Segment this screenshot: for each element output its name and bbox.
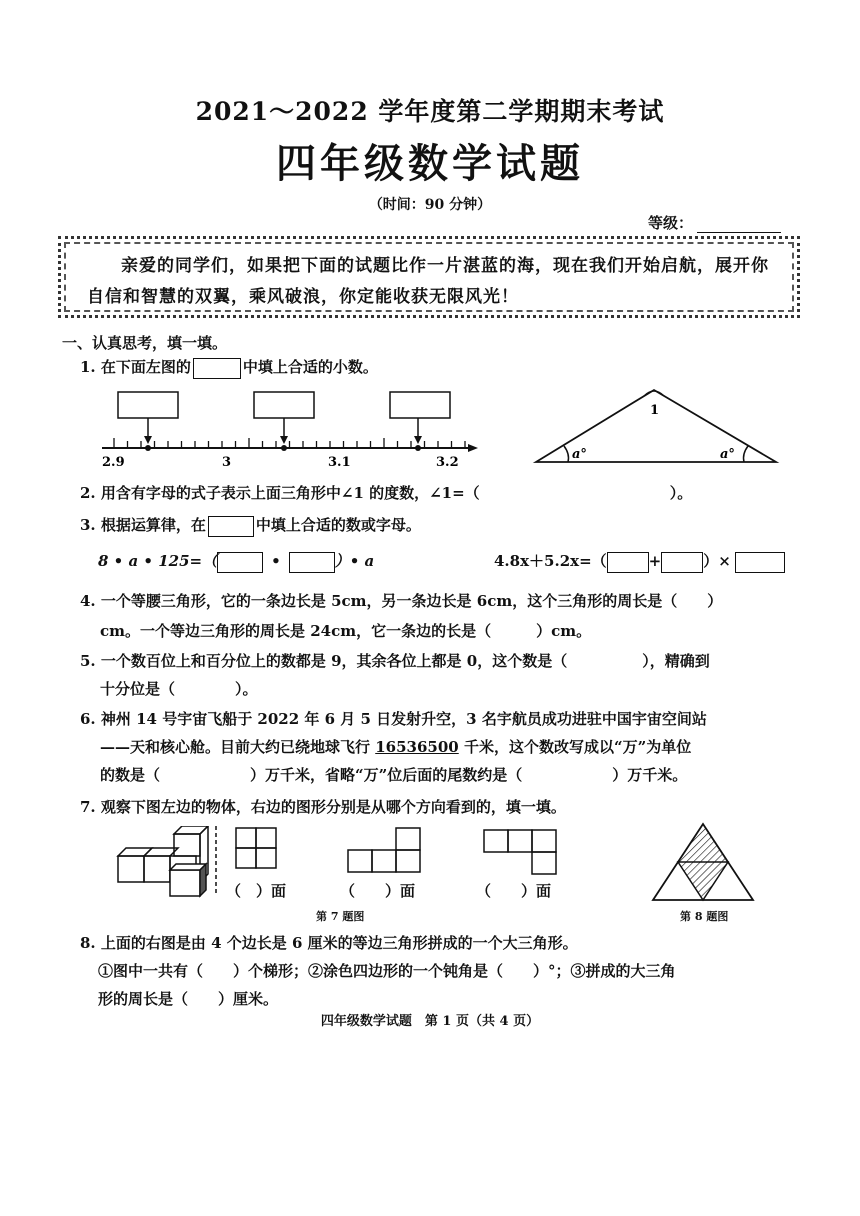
view-3-shape (484, 830, 556, 874)
angle-1-label: 1 (650, 403, 660, 418)
angle-arc (564, 446, 569, 462)
question-8-line-2: ①图中一共有（ ）个梯形；②涂色四边形的一个钝角是（ ）°；③拼成的大三角 (98, 962, 676, 980)
grade-label: 等级： (648, 214, 694, 232)
answer-box (208, 516, 254, 537)
tick-marks (114, 438, 465, 448)
figure-7-caption: 第 7 题图 (316, 910, 365, 923)
page-footer: 四年级数学试题 第 1 页（共 4 页） (320, 1014, 540, 1029)
question-8-line-3: 形的周长是（ ）厘米。 (98, 990, 279, 1008)
cube-object (118, 826, 208, 896)
answer-box (390, 392, 450, 418)
view-2-label: （ ）面 (340, 882, 416, 900)
exam-term-title: 2021～2022 学年度第二学期期末考试 (195, 97, 665, 126)
question-6-line-2 (100, 736, 800, 758)
expression-text: 8 • a • 125=（ (98, 552, 218, 570)
tick-label: 3 (222, 455, 232, 470)
pointer-arrow-head (414, 436, 422, 444)
question-1-text-a: 1. 在下面左图的 (80, 358, 191, 376)
expression-plus: + (648, 552, 662, 570)
answer-box (289, 552, 335, 573)
question-3-expression-right (494, 550, 785, 573)
question-3-text-a: 3. 根据运算律，在 (80, 516, 206, 534)
question-6-text: 千米，这个数改写成以“万”为单位 (458, 738, 692, 756)
view-2-shape (348, 828, 420, 872)
expression-dot: • (271, 552, 281, 570)
question-1-text-b: 中填上合适的小数。 (242, 358, 378, 376)
intro-box (58, 236, 800, 318)
question-5-line-1: 5. 一个数百位上和百分位上的数都是 9，其余各位上都是 0，这个数是（ ），精确到 (80, 652, 710, 670)
answer-box (735, 552, 785, 573)
expression-text: 4.8x＋5.2x=（ (494, 552, 607, 570)
question-4-line-1: 4. 一个等腰三角形，它的一条边长是 5cm，另一条边长是 6cm，这个三角形的周长是（ ） (80, 592, 723, 610)
question-3 (80, 514, 421, 537)
number-line-arrow (468, 444, 478, 452)
answer-box (607, 552, 649, 573)
point (281, 445, 287, 451)
point (415, 445, 421, 451)
question-5-line-2: 十分位是（ ）。 (100, 680, 258, 698)
answer-box (217, 552, 263, 573)
question-6-line-1: 6. 神州 14 号宇宙飞船于 2022 年 6 月 5 日发射升空，3 名宇航员成功进驻中国宇宙空间站 (80, 710, 707, 728)
intro-text: 亲爱的同学们，如果把下面的试题比作一片湛蓝的海，现在我们开始启航，展开你自信和智慧的双翼，乘风破浪，你定能收获无限风光！ (87, 256, 769, 307)
grade-blank (697, 218, 781, 233)
section-heading: 一、认真思考，填一填。 (62, 334, 228, 352)
point (145, 445, 151, 451)
distance-number: 16536500 (375, 738, 459, 756)
question-3-expression-left (98, 550, 374, 573)
exam-time: （时间：90 分钟） (368, 197, 492, 213)
answer-box (254, 392, 314, 418)
grade-field (648, 212, 781, 233)
angle-a-label: a° (720, 447, 735, 462)
figure-8-caption: 第 8 题图 (680, 910, 729, 923)
question-8-line-1: 8. 上面的右图是由 4 个边长是 6 厘米的等边三角形拼成的一个大三角形。 (80, 934, 578, 952)
question-2-text-b: ）。 (669, 484, 693, 502)
view-3-label: （ ）面 (476, 882, 552, 900)
question-3-text-b: 中填上合适的数或字母。 (255, 516, 421, 534)
question-1 (80, 356, 378, 379)
exam-subject-title: 四年级数学试题 (276, 140, 584, 187)
view-1-shape (236, 828, 276, 868)
question-6-line-3: 的数是（ ）万千米，省略“万”位后面的尾数约是（ ）万千米。 (100, 766, 688, 784)
tick-label: 3.1 (328, 455, 351, 470)
answer-box (118, 392, 178, 418)
question-6-text: ——天和核心舱。目前大约已绕地球飞行 (100, 738, 376, 756)
pointer-arrow-head (280, 436, 288, 444)
number-line-figure (96, 388, 486, 472)
expression-text: ）• a (334, 552, 375, 570)
angle-arc (744, 446, 749, 462)
expression-text: ）× (703, 552, 731, 570)
tick-label: 2.9 (102, 455, 125, 470)
question-2-text-a: 2. 用含有字母的式子表示上面三角形中∠1 的度数，∠1=（ (80, 484, 480, 502)
pointer-arrow-head (144, 436, 152, 444)
view-1-label: （ ）面 (226, 882, 287, 900)
question-4-line-2: cm。一个等边三角形的周长是 24cm，它一条边的长是（ ）cm。 (100, 622, 592, 640)
tick-label: 3.2 (436, 455, 459, 470)
answer-box (193, 358, 241, 379)
triangle-figure (530, 384, 790, 470)
question-7-text: 7. 观察下图左边的物体，右边的图形分别是从哪个方向看到的，填一填。 (80, 798, 566, 816)
angle-a-label: a° (572, 447, 587, 462)
question-8-figure (648, 822, 758, 906)
answer-box (661, 552, 703, 573)
question-2 (80, 482, 780, 504)
